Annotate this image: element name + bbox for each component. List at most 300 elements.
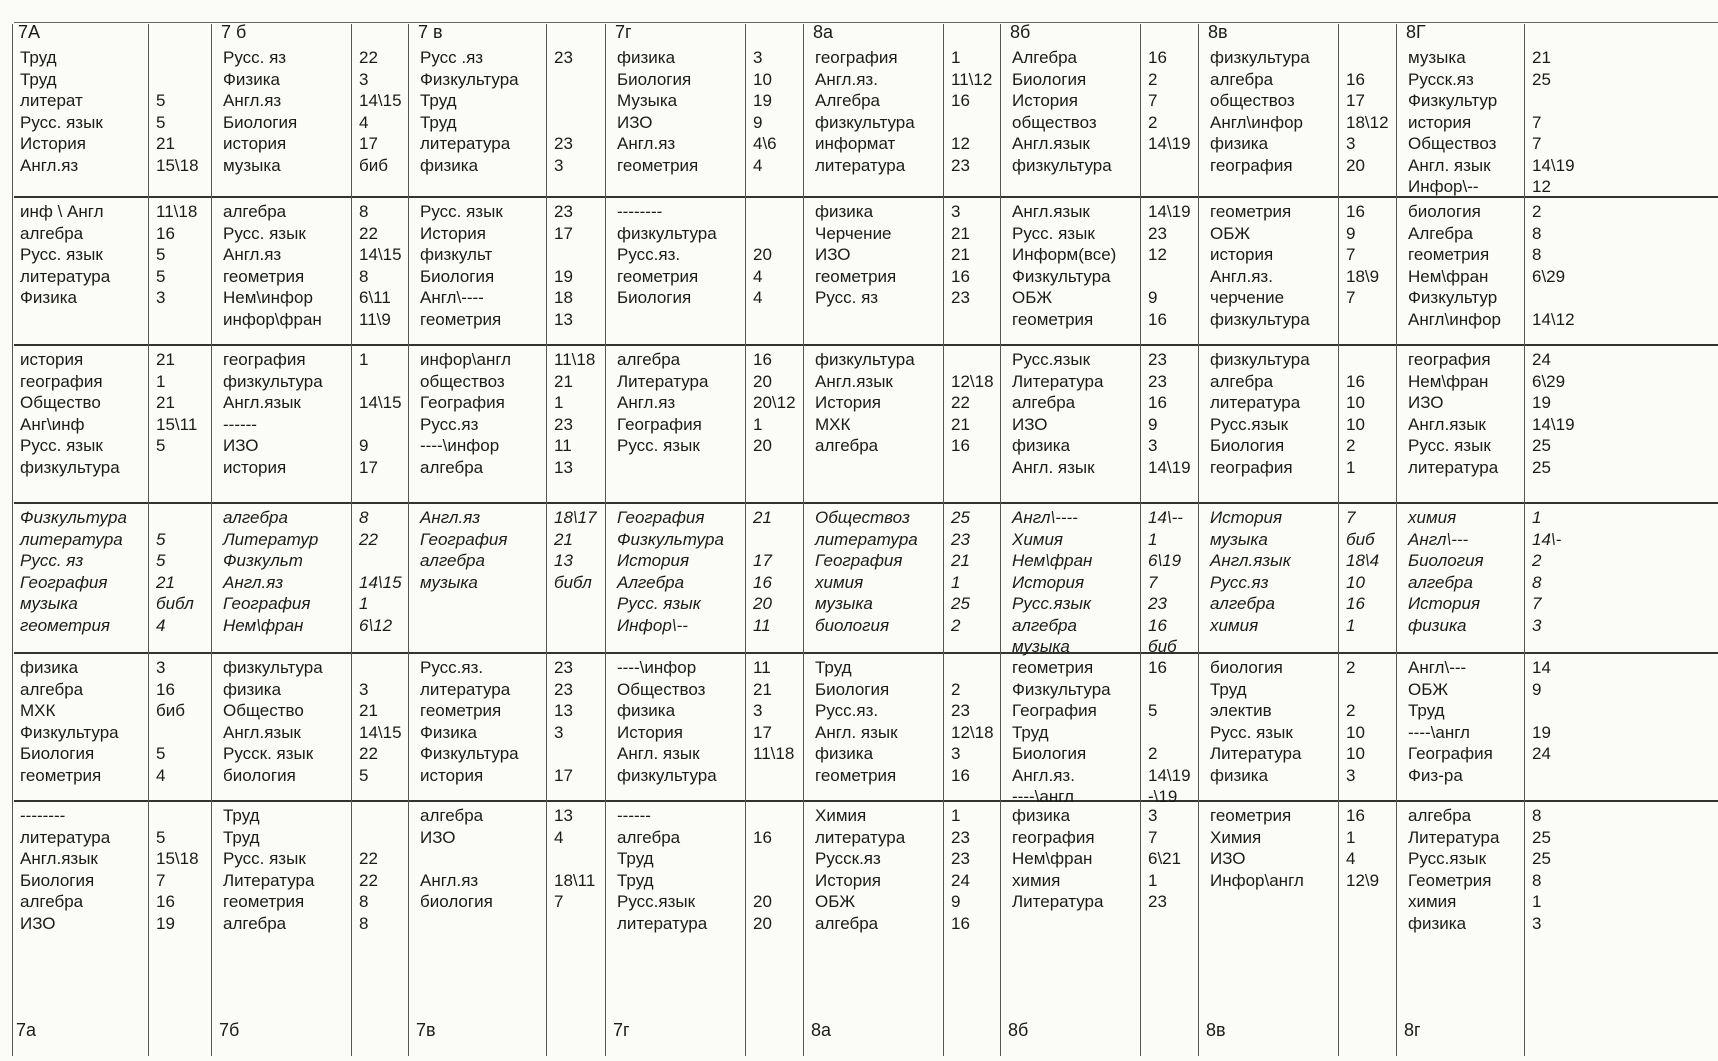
subject-cell: Алгебра [617,572,685,592]
room-number-cell: 22 [359,870,378,890]
room-number-cell: 25 [1532,436,1551,455]
subject-cell: геометрия [1012,658,1094,677]
column-border-line [605,24,606,1056]
column-border-line [12,24,13,1056]
room-number-cell: 2 [1346,436,1356,455]
subject-cell: Общество [223,701,304,720]
room-number-cell: 23 [1148,223,1167,243]
subject-cell: музыка [223,155,281,175]
subject-cell: Литература [617,371,709,391]
room-number-cell: 9 [951,892,961,911]
room-number-cell: 16 [753,827,772,847]
room-number-cell: 18 [554,288,573,307]
subject-cell: Физика [223,69,280,89]
room-number-cell: 17 [554,223,573,243]
subject-cell: география [1210,155,1293,175]
subject-cell: химия [1210,615,1259,635]
room-number-cell: 4 [156,765,166,785]
subject-cell: География [420,529,508,549]
room-number-cell: 16 [951,266,970,286]
room-number-cell: 21 [156,350,175,369]
room-number-cell: 16 [1148,309,1167,329]
room-number-cell: 23 [1148,892,1167,911]
room-number-cell: 14 [1532,658,1551,677]
subject-cell: Англ.язык [223,722,301,742]
subject-cell: ------ [617,806,651,825]
subject-cell: История [1408,594,1481,613]
day-separator-line [14,502,1718,504]
room-number-cell: 4 [359,112,369,132]
room-number-cell: 22 [951,393,970,412]
room-number-cell: 1 [1346,457,1356,477]
room-divider-line [148,24,149,1056]
subject-cell: Труд [617,849,654,868]
subject-cell: Русс.яз. [420,658,484,677]
subject-cell: черчение [1210,288,1285,307]
room-number-cell: 2 [1532,551,1542,570]
subject-cell: алгебра [1210,594,1275,613]
subject-cell: обществоз [420,371,505,391]
subject-cell: Литература [1210,744,1302,763]
subject-cell: алгебра [20,223,84,243]
subject-cell: география [20,371,103,391]
column-border-line [1396,24,1397,1056]
room-number-cell: биб [1346,529,1375,549]
subject-cell: Алгебра [1012,48,1077,67]
room-number-cell: 1 [1532,508,1542,527]
subject-cell: Физкультура [420,69,519,89]
subject-cell: алгебра [1012,615,1077,635]
subject-cell: Нем\фран [1012,849,1093,868]
room-number-cell: 13 [554,701,573,720]
subject-cell: Нем\инфор [223,288,313,307]
subject-cell: Литература [1012,371,1104,391]
subject-cell: физика [1408,615,1467,635]
room-number-cell: 3 [156,288,166,307]
subject-cell: Литература [1408,827,1500,847]
room-number-cell: 21 [753,508,772,527]
room-number-cell: 13 [554,309,573,329]
room-number-cell: 9 [1346,223,1356,243]
class-footer: 7в [416,1020,436,1040]
subject-cell: алгебра [1210,371,1274,391]
subject-cell: геометрия [20,765,102,785]
subject-cell: Биология [1408,551,1484,570]
subject-cell: литература [1408,457,1499,477]
subject-cell: алгебра [1408,806,1472,825]
subject-cell: история [223,134,287,153]
subject-cell: Англ\инфор [1210,112,1303,132]
room-number-cell: 16 [1346,202,1365,221]
room-number-cell: 14\12 [1532,309,1575,329]
subject-cell: Англ.яз [617,134,676,153]
room-number-cell: 5 [156,551,166,570]
subject-cell: география [223,350,306,369]
room-number-cell: 11\12 [951,69,993,89]
subject-cell: Биология [617,69,692,89]
subject-cell: физкульт [420,245,493,264]
class-header: 7г [615,22,632,42]
subject-cell: география [1210,457,1293,477]
room-number-cell: 25 [1532,849,1551,868]
room-number-cell: 6\29 [1532,371,1566,391]
room-number-cell: 2 [1148,744,1158,763]
room-number-cell: 22 [359,529,378,549]
subject-cell: Биология [1012,69,1087,89]
subject-cell: алгебра [1012,393,1076,412]
subject-cell: алгебра [815,436,879,455]
room-number-cell: 23 [554,202,573,221]
subject-cell: Физкультура [20,508,127,527]
subject-cell: Англ.яз. [1210,266,1273,286]
subject-cell: История [1012,572,1085,592]
room-divider-line [943,24,944,1056]
room-number-cell: биб [1148,637,1177,656]
subject-cell: геометрия [223,892,305,911]
room-number-cell: 16 [1346,806,1365,825]
room-number-cell: 14\19 [1148,202,1191,221]
room-number-cell: 9 [753,112,763,132]
subject-cell: Обществоз [815,508,910,527]
subject-cell: Биология [20,870,95,890]
subject-cell: физика [1210,765,1269,785]
room-number-cell: 22 [359,223,378,243]
subject-cell: История [617,551,690,570]
subject-cell: физкультура [223,658,323,677]
room-number-cell: 20 [753,245,772,264]
room-number-cell: 10 [1346,722,1365,742]
room-number-cell: 14\19 [1148,457,1191,477]
room-number-cell: 2 [951,679,961,699]
subject-cell: Англ\---- [420,288,484,307]
subject-cell: История [815,870,881,890]
room-number-cell: 20 [753,594,772,613]
room-number-cell: 8 [359,266,369,286]
room-number-cell: 16 [753,350,772,369]
subject-cell: химия [815,572,864,592]
subject-cell: Труд [815,658,852,677]
subject-cell: Обществоз [1408,134,1497,153]
room-number-cell: 15\18 [156,849,199,868]
room-number-cell: 8 [359,508,369,527]
room-number-cell: 7 [1532,134,1542,153]
room-number-cell: 1 [554,393,564,412]
class-header: 8в [1208,22,1228,42]
subject-cell: Англ.яз [617,393,676,412]
room-number-cell: 20 [753,913,772,933]
subject-cell: Русс. яз [20,551,84,570]
room-number-cell: 18\11 [554,870,596,890]
subject-cell: География [617,414,702,434]
room-number-cell: 12\18 [951,722,994,742]
subject-cell: алгебра [617,827,681,847]
room-number-cell: 7 [1346,245,1356,264]
column-border-line [803,24,804,1056]
day-separator-line [14,800,1718,802]
subject-cell: Русс. язык [1210,722,1293,742]
room-number-cell: 1 [951,806,961,825]
room-number-cell: 17 [554,765,573,785]
room-number-cell: 17 [359,134,378,153]
subject-cell: алгебра [1210,69,1274,89]
subject-cell: Физ-ра [1408,765,1463,785]
class-header: 8б [1010,22,1031,42]
subject-cell: музыка [1408,48,1466,67]
subject-cell: Англ.язык [1408,414,1486,434]
room-number-cell: 8 [1532,806,1542,825]
room-number-cell: 21 [1532,48,1551,67]
subject-cell: литература [815,827,906,847]
room-number-cell: 3 [1346,134,1356,153]
room-number-cell: 2 [1148,69,1158,89]
subject-cell: Труд [1210,679,1247,699]
room-number-cell: 1 [1346,615,1356,635]
room-number-cell: 1 [753,414,763,434]
subject-cell: физика [223,679,282,699]
room-number-cell: 16 [156,223,175,243]
subject-cell: Русс. язык [20,436,103,455]
subject-cell: Русс. яз [223,48,287,67]
room-number-cell: 22 [359,744,378,763]
room-number-cell: 3 [1148,806,1158,825]
subject-cell: ОБЖ [815,892,856,911]
room-number-cell: 7 [1346,508,1356,527]
subject-cell: Англ\--- [1408,529,1469,549]
subject-cell: физика [815,202,874,221]
room-number-cell: 4 [753,155,763,175]
room-number-cell: 5 [156,266,166,286]
room-number-cell: 7 [1346,288,1356,307]
subject-cell: Физкультура [1012,266,1111,286]
room-number-cell: 3 [1148,436,1158,455]
room-number-cell: 24 [1532,744,1551,763]
subject-cell: Биология [20,744,95,763]
subject-cell: музыка [420,572,478,592]
subject-cell: Англ.язык [815,371,893,391]
room-number-cell: 4\6 [753,134,777,153]
room-number-cell: 23 [951,529,970,549]
room-number-cell: 23 [951,827,970,847]
subject-cell: Русс.язык [1408,849,1487,868]
room-number-cell: 19 [1532,393,1551,412]
room-number-cell: 3 [753,48,763,67]
room-number-cell: 16 [951,913,970,933]
room-number-cell: 16 [753,572,772,592]
subject-cell: геометрия [617,266,699,286]
room-number-cell: 16 [1346,371,1365,391]
room-number-cell: 14\15 [359,572,402,592]
room-number-cell: 11\18 [554,350,596,369]
subject-cell: физкультура [1210,350,1310,369]
room-number-cell: 5 [359,765,369,785]
room-number-cell: биб [156,701,185,720]
subject-cell: геометрия [815,765,897,785]
room-number-cell: 8 [359,892,369,911]
subject-cell: Анг\инф [20,414,85,434]
room-number-cell: 23 [1148,594,1167,613]
subject-cell: Физика [420,722,477,742]
subject-cell: Русс. язык [617,436,700,455]
class-footer: 8в [1206,1020,1226,1040]
room-number-cell: 5 [156,91,166,110]
subject-cell: химия [1408,508,1457,527]
room-number-cell: 21 [156,572,175,592]
subject-cell: физкультура [223,371,323,391]
subject-cell: музыка [815,594,873,613]
room-number-cell: 17 [1346,91,1365,110]
subject-cell: Биология [1012,744,1087,763]
subject-cell: Труд [1408,701,1445,720]
room-number-cell: 16 [1148,615,1167,635]
subject-cell: биология [815,615,890,635]
room-number-cell: 17 [359,457,378,477]
room-number-cell: 11\18 [753,744,795,763]
room-number-cell: 5 [156,827,166,847]
room-number-cell: 10 [1346,393,1365,412]
subject-cell: обществоз [1210,91,1295,110]
subject-cell: алгебра [420,457,484,477]
subject-cell: Русс. язык [1012,223,1095,243]
column-border-line [408,24,409,1056]
subject-cell: геометрия [815,266,897,286]
subject-cell: алгебра [420,551,485,570]
room-number-cell: 11\18 [156,202,198,221]
subject-cell: Биология [420,266,495,286]
subject-cell: история [1408,112,1472,132]
room-number-cell: 18\9 [1346,266,1380,286]
room-divider-line [745,24,746,1056]
subject-cell: Англ.яз [223,91,282,110]
room-number-cell: 12\9 [1346,870,1380,890]
subject-cell: геометрия [1012,309,1094,329]
subject-cell: инфор\фран [223,309,322,329]
subject-cell: музыка [20,594,78,613]
subject-cell: физика [420,155,479,175]
room-number-cell: 25 [1532,457,1551,477]
room-number-cell: 7 [1148,827,1158,847]
subject-cell: Англ\---- [1012,508,1078,527]
subject-cell: Труд [20,48,57,67]
room-number-cell: 12 [951,134,970,153]
room-number-cell: 7 [1148,572,1158,592]
subject-cell: Обществоз [617,679,706,699]
room-number-cell: биб [359,155,388,175]
timetable-sheet [14,16,1718,1056]
subject-cell: Русс. язык [20,112,103,132]
subject-cell: география [815,48,898,67]
subject-cell: Нем\фран [1408,371,1489,391]
room-number-cell: 14\19 [1148,765,1191,785]
subject-cell: литература [20,529,123,549]
subject-cell: биология [1408,202,1481,221]
room-number-cell: 12\18 [951,371,994,391]
subject-cell: ИЗО [1012,414,1048,434]
subject-cell: Англ.язык [223,393,301,412]
room-divider-line [351,24,352,1056]
room-number-cell: 8 [1532,870,1542,890]
room-number-cell: 4 [156,615,166,635]
subject-cell: Физкультура [20,722,119,742]
subject-cell: Труд [223,806,260,825]
room-number-cell: 19 [1532,722,1551,742]
room-number-cell: 21 [359,701,378,720]
subject-cell: Общество [20,393,101,412]
room-number-cell: 7 [1532,112,1542,132]
subject-cell: химия [1012,870,1061,890]
room-number-cell: 14\-- [1148,508,1183,527]
room-number-cell: 17 [753,722,772,742]
room-number-cell: 21 [951,245,970,264]
room-number-cell: 11 [753,658,771,677]
room-number-cell: 7 [1532,594,1542,613]
room-number-cell: 5 [156,245,166,264]
subject-cell: физика [20,658,79,677]
room-number-cell: 19 [554,266,573,286]
subject-cell: Русс.язык [1210,414,1289,434]
subject-cell: Русс. язык [223,223,306,243]
room-number-cell: 4 [554,827,564,847]
subject-cell: физика [617,701,676,720]
subject-cell: Русс.язык [1012,594,1092,613]
subject-cell: Англ.яз [420,870,479,890]
subject-cell: Англ.язык [1210,551,1291,570]
room-number-cell: 20 [1346,155,1365,175]
subject-cell: История [1012,91,1078,110]
room-number-cell: 16 [951,436,970,455]
subject-cell: физкультура [617,223,717,243]
room-number-cell: 23 [554,414,573,434]
subject-cell: алгебра [223,508,288,527]
subject-cell: География [1408,744,1493,763]
room-divider-line [1140,24,1141,1056]
room-number-cell: 5 [156,112,166,132]
room-number-cell: 6\29 [1532,266,1566,286]
subject-cell: География [617,508,705,527]
room-number-cell: 8 [1532,572,1542,592]
room-number-cell: 20\12 [753,393,796,412]
subject-cell: Геометрия [1408,870,1492,890]
room-number-cell: 12 [1532,177,1551,196]
room-number-cell: 20 [753,436,772,455]
subject-cell: Англ\--- [1408,658,1467,677]
subject-cell: Англ. язык [815,722,898,742]
room-number-cell: 3 [1346,765,1356,785]
class-header: 8а [813,22,834,42]
room-number-cell: 9 [359,436,369,455]
subject-cell: геометрия [223,266,305,286]
room-number-cell: 1 [951,572,961,592]
subject-cell: Инфор\англ [1210,870,1304,890]
room-number-cell: 16 [1346,594,1365,613]
room-number-cell: 2 [951,615,961,635]
subject-cell: физкультура [815,112,915,132]
subject-cell: Химия [815,806,867,825]
room-number-cell: библ [554,572,592,592]
room-number-cell: 24 [1532,350,1551,369]
subject-cell: литература [20,266,111,286]
subject-cell: алгебра [1408,572,1473,592]
subject-cell: Нем\фран [1012,551,1093,570]
subject-cell: МХК [20,701,56,720]
subject-cell: Англ.яз. [1012,765,1075,785]
subject-cell: геометрия [1210,806,1292,825]
subject-cell: Литература [1012,892,1104,911]
room-number-cell: 16 [1148,48,1167,67]
room-number-cell: 16 [156,892,175,911]
room-number-cell: 3 [951,744,961,763]
room-number-cell: 21 [753,679,772,699]
subject-cell: ИЗО [617,112,653,132]
